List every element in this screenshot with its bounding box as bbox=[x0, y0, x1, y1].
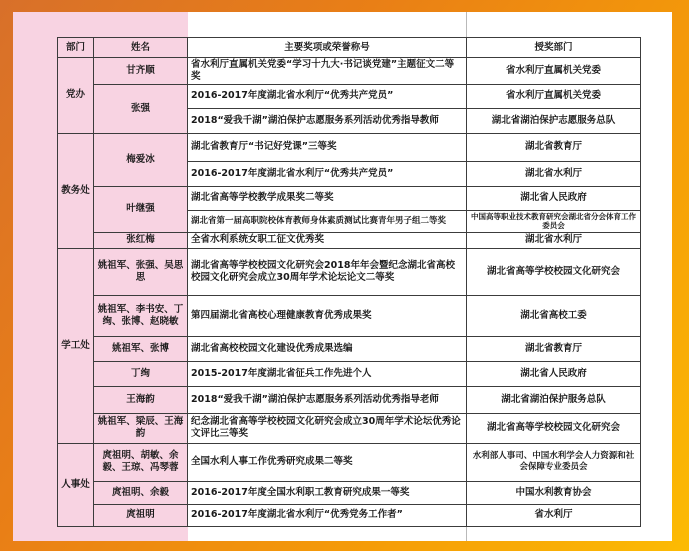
name-cell: 姚祖军、张博 bbox=[94, 336, 188, 361]
dept-cell: 教务处 bbox=[58, 133, 94, 248]
name-cell: 姚祖军、张强、吴思思 bbox=[94, 248, 188, 295]
org-cell: 湖北省教育厅 bbox=[467, 336, 641, 361]
award-cell: 2016-2017年度湖北省水利厅“优秀共产党员” bbox=[188, 84, 467, 108]
award-cell: 2016-2017年度全国水利职工教育研究成果一等奖 bbox=[188, 481, 467, 504]
org-cell: 湖北省湖泊保护服务总队 bbox=[467, 386, 641, 413]
org-cell: 湖北省教育厅 bbox=[467, 133, 641, 161]
org-cell: 省水利厅 bbox=[467, 504, 641, 526]
table-row bbox=[58, 58, 641, 85]
name-cell: 叶继强 bbox=[94, 186, 188, 232]
award-cell: 2015-2017年度湖北省征兵工作先进个人 bbox=[188, 361, 467, 386]
award-cell: 纪念湖北省高等学校校园文化研究会成立30周年学术论坛优秀论文评比三等奖 bbox=[188, 413, 467, 443]
award-cell: 第四届湖北省高校心理健康教育优秀成果奖 bbox=[188, 295, 467, 336]
org-cell: 中国水利教育协会 bbox=[467, 481, 641, 504]
table-row bbox=[58, 84, 641, 108]
header-dept: 部门 bbox=[58, 38, 94, 58]
award-cell: 全省水利系统女职工征文优秀奖 bbox=[188, 232, 467, 248]
table-row bbox=[58, 248, 641, 295]
award-cell: 2018“爱我千湖”湖泊保护志愿服务系列活动优秀指导教师 bbox=[188, 108, 467, 133]
table-row bbox=[58, 413, 641, 443]
org-cell: 中国高等职业技术教育研究会湖北省分会体育工作委员会 bbox=[467, 210, 641, 232]
org-cell: 水利部人事司、中国水利学会人力资源和社会保障专业委员会 bbox=[467, 443, 641, 481]
name-cell: 甘齐顺 bbox=[94, 58, 188, 85]
org-cell: 湖北省人民政府 bbox=[467, 361, 641, 386]
award-cell: 湖北省高等学校校园文化研究会2018年年会暨纪念湖北省高校校园文化研究会成立30周年学术论坛论文二等奖 bbox=[188, 248, 467, 295]
award-cell: 2018“爱我千湖”湖泊保护志愿服务系列活动优秀指导老师 bbox=[188, 386, 467, 413]
org-cell: 湖北省高等学校校园文化研究会 bbox=[467, 248, 641, 295]
page-background bbox=[13, 12, 672, 541]
org-cell: 湖北省人民政府 bbox=[467, 186, 641, 210]
award-cell: 省水利厅直属机关党委“学习十九大·书记谈党建”主题征文二等奖 bbox=[188, 58, 467, 85]
dept-cell: 学工处 bbox=[58, 248, 94, 443]
award-cell: 全国水利人事工作优秀研究成果二等奖 bbox=[188, 443, 467, 481]
table-row bbox=[58, 232, 641, 248]
award-cell: 2016-2017年度湖北省水利厅“优秀共产党员” bbox=[188, 161, 467, 186]
dept-cell: 人事处 bbox=[58, 443, 94, 526]
name-cell: 王海韵 bbox=[94, 386, 188, 413]
name-cell: 梅爱冰 bbox=[94, 133, 188, 186]
awards-table-wrapper bbox=[57, 37, 641, 527]
org-cell: 湖北省高等学校校园文化研究会 bbox=[467, 413, 641, 443]
name-cell: 丁绚 bbox=[94, 361, 188, 386]
header-org: 授奖部门 bbox=[467, 38, 641, 58]
name-cell: 张强 bbox=[94, 84, 188, 133]
org-cell: 省水利厅直属机关党委 bbox=[467, 84, 641, 108]
table-row bbox=[58, 186, 641, 210]
header-award: 主要奖项或荣誉称号 bbox=[188, 38, 467, 58]
name-cell: 庹祖明、余毅 bbox=[94, 481, 188, 504]
org-cell: 省水利厅直属机关党委 bbox=[467, 58, 641, 85]
name-cell: 姚祖军、李书安、丁绚、张博、赵晓敏 bbox=[94, 295, 188, 336]
table-row bbox=[58, 443, 641, 481]
award-cell: 2016-2017年度湖北省水利厅“优秀党务工作者” bbox=[188, 504, 467, 526]
table-row bbox=[58, 361, 641, 386]
award-cell: 湖北省第一届高职院校体育教师身体素质测试比赛青年男子组二等奖 bbox=[188, 210, 467, 232]
org-cell: 湖北省高校工委 bbox=[467, 295, 641, 336]
header-name: 姓名 bbox=[94, 38, 188, 58]
name-cell: 张红梅 bbox=[94, 232, 188, 248]
dept-cell: 党办 bbox=[58, 58, 94, 134]
table-row bbox=[58, 133, 641, 161]
table-header-row bbox=[58, 38, 641, 58]
org-cell: 湖北省湖泊保护志愿服务总队 bbox=[467, 108, 641, 133]
name-cell: 姚祖军、梁辰、王海韵 bbox=[94, 413, 188, 443]
table-row bbox=[58, 295, 641, 336]
award-cell: 湖北省教育厅“书记好党课”三等奖 bbox=[188, 133, 467, 161]
name-cell: 庹祖明、胡敏、余毅、王琼、冯琴蓉 bbox=[94, 443, 188, 481]
name-cell: 庹祖明 bbox=[94, 504, 188, 526]
awards-table bbox=[57, 37, 641, 527]
org-cell: 湖北省水利厅 bbox=[467, 161, 641, 186]
award-cell: 湖北省高等学校教学成果奖二等奖 bbox=[188, 186, 467, 210]
org-cell: 湖北省水利厅 bbox=[467, 232, 641, 248]
award-cell: 湖北省高校校园文化建设优秀成果选编 bbox=[188, 336, 467, 361]
table-row bbox=[58, 386, 641, 413]
table-row bbox=[58, 481, 641, 504]
table-row bbox=[58, 336, 641, 361]
table-row bbox=[58, 504, 641, 526]
